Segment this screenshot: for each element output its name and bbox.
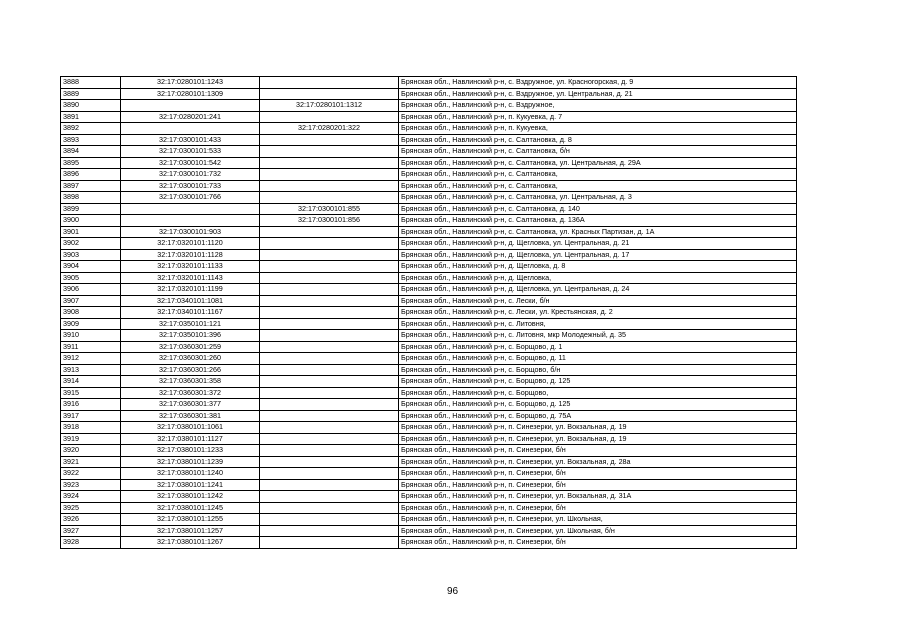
row-number-cell: 3888 [61,77,121,89]
row-number-cell: 3923 [61,479,121,491]
property-table-body [61,77,797,549]
row-number-cell: 3915 [61,387,121,399]
table-row [61,272,797,284]
address-cell: Брянская обл., Навлинский р-н, с. Борщово, д. 125 [399,399,797,411]
address-cell: Брянская обл., Навлинский р-н, с. Лески, б/н [399,295,797,307]
table-row [61,445,797,457]
cadastral-number-alt-cell [260,307,399,319]
table-row [61,399,797,411]
table-row [61,180,797,192]
cadastral-number-cell [121,100,260,112]
cadastral-number-cell: 32:17:0380101:1241 [121,479,260,491]
cadastral-number-alt-cell [260,284,399,296]
row-number-cell: 3925 [61,502,121,514]
row-number-cell: 3890 [61,100,121,112]
table-row [61,157,797,169]
address-cell: Брянская обл., Навлинский р-н, п. Синезерки, ул. Вокзальная, д. 28а [399,456,797,468]
cadastral-number-cell: 32:17:0300101:903 [121,226,260,238]
cadastral-number-alt-cell [260,399,399,411]
cadastral-number-alt-cell [260,341,399,353]
address-cell: Брянская обл., Навлинский р-н, п. Синезерки, б/н [399,479,797,491]
table-row [61,537,797,549]
cadastral-number-cell: 32:17:0340101:1167 [121,307,260,319]
row-number-cell: 3911 [61,341,121,353]
cadastral-number-alt-cell: 32:17:0280201:322 [260,123,399,135]
cadastral-number-alt-cell [260,537,399,549]
address-cell: Брянская обл., Навлинский р-н, п. Синезерки, б/н [399,502,797,514]
address-cell: Брянская обл., Навлинский р-н, с. Салтановка, б/н [399,146,797,158]
address-cell: Брянская обл., Навлинский р-н, с. Борщово, д. 11 [399,353,797,365]
address-cell: Брянская обл., Навлинский р-н, с. Салтановка, д. 140 [399,203,797,215]
cadastral-number-alt-cell [260,445,399,457]
table-row [61,249,797,261]
table-row [61,77,797,89]
cadastral-number-alt-cell [260,422,399,434]
row-number-cell: 3908 [61,307,121,319]
row-number-cell: 3906 [61,284,121,296]
cadastral-number-cell: 32:17:0300101:542 [121,157,260,169]
address-cell: Брянская обл., Навлинский р-н, д. Щегловка, ул. Центральная, д. 17 [399,249,797,261]
address-cell: Брянская обл., Навлинский р-н, с. Борщово, д. 1 [399,341,797,353]
address-cell: Брянская обл., Навлинский р-н, с. Салтановка, [399,169,797,181]
row-number-cell: 3919 [61,433,121,445]
address-cell: Брянская обл., Навлинский р-н, с. Салтановка, ул. Красных Партизан, д. 1А [399,226,797,238]
cadastral-number-cell: 32:17:0300101:732 [121,169,260,181]
row-number-cell: 3916 [61,399,121,411]
address-cell: Брянская обл., Навлинский р-н, с. Салтановка, ул. Центральная, д. 29А [399,157,797,169]
address-cell: Брянская обл., Навлинский р-н, д. Щегловка, ул. Центральная, д. 21 [399,238,797,250]
cadastral-number-alt-cell [260,318,399,330]
row-number-cell: 3912 [61,353,121,365]
cadastral-number-alt-cell [260,514,399,526]
address-cell: Брянская обл., Навлинский р-н, с. Вздружное, ул. Центральная, д. 21 [399,88,797,100]
row-number-cell: 3927 [61,525,121,537]
cadastral-number-cell: 32:17:0380101:1233 [121,445,260,457]
row-number-cell: 3926 [61,514,121,526]
cadastral-number-cell: 32:17:0360301:259 [121,341,260,353]
cadastral-number-cell: 32:17:0280101:1309 [121,88,260,100]
address-cell: Брянская обл., Навлинский р-н, с. Салтановка, д. 136А [399,215,797,227]
row-number-cell: 3896 [61,169,121,181]
cadastral-number-cell: 32:17:0360301:260 [121,353,260,365]
cadastral-number-alt-cell [260,249,399,261]
cadastral-number-cell: 32:17:0380101:1240 [121,468,260,480]
address-cell: Брянская обл., Навлинский р-н, с. Салтановка, ул. Центральная, д. 3 [399,192,797,204]
cadastral-number-cell: 32:17:0380101:1242 [121,491,260,503]
cadastral-number-cell: 32:17:0380101:1245 [121,502,260,514]
row-number-cell: 3891 [61,111,121,123]
row-number-cell: 3898 [61,192,121,204]
address-cell: Брянская обл., Навлинский р-н, д. Щегловка, ул. Центральная, д. 24 [399,284,797,296]
cadastral-number-alt-cell [260,146,399,158]
table-row [61,456,797,468]
cadastral-number-cell: 32:17:0380101:1255 [121,514,260,526]
cadastral-number-alt-cell [260,364,399,376]
table-row [61,387,797,399]
cadastral-number-alt-cell [260,111,399,123]
table-row [61,422,797,434]
row-number-cell: 3897 [61,180,121,192]
cadastral-number-alt-cell [260,77,399,89]
cadastral-number-alt-cell [260,180,399,192]
cadastral-number-alt-cell [260,491,399,503]
table-row [61,146,797,158]
address-cell: Брянская обл., Навлинский р-н, д. Щегловка, д. 8 [399,261,797,273]
table-row [61,353,797,365]
row-number-cell: 3900 [61,215,121,227]
cadastral-number-alt-cell: 32:17:0300101:856 [260,215,399,227]
address-cell: Брянская обл., Навлинский р-н, с. Салтановка, д. 8 [399,134,797,146]
row-number-cell: 3892 [61,123,121,135]
cadastral-number-cell: 32:17:0360301:372 [121,387,260,399]
cadastral-number-alt-cell [260,169,399,181]
address-cell: Брянская обл., Навлинский р-н, с. Литовня, мкр Молодежный, д. 35 [399,330,797,342]
table-row [61,192,797,204]
cadastral-number-cell [121,203,260,215]
table-row [61,215,797,227]
row-number-cell: 3914 [61,376,121,388]
property-table [60,76,797,549]
row-number-cell: 3899 [61,203,121,215]
cadastral-number-alt-cell [260,157,399,169]
cadastral-number-cell: 32:17:0350101:396 [121,330,260,342]
row-number-cell: 3895 [61,157,121,169]
cadastral-number-alt-cell [260,387,399,399]
cadastral-number-alt-cell [260,88,399,100]
cadastral-number-cell: 32:17:0320101:1128 [121,249,260,261]
table-row [61,376,797,388]
address-cell: Брянская обл., Навлинский р-н, с. Борщово, д. 75А [399,410,797,422]
address-cell: Брянская обл., Навлинский р-н, с. Лески, ул. Крестьянская, д. 2 [399,307,797,319]
address-cell: Брянская обл., Навлинский р-н, п. Синезерки, б/н [399,468,797,480]
row-number-cell: 3905 [61,272,121,284]
table-row [61,433,797,445]
cadastral-number-cell: 32:17:0340101:1081 [121,295,260,307]
row-number-cell: 3922 [61,468,121,480]
cadastral-number-cell: 32:17:0300101:533 [121,146,260,158]
cadastral-number-cell: 32:17:0280201:241 [121,111,260,123]
address-cell: Брянская обл., Навлинский р-н, с. Литовня, [399,318,797,330]
cadastral-number-cell: 32:17:0300101:433 [121,134,260,146]
row-number-cell: 3921 [61,456,121,468]
table-row [61,295,797,307]
address-cell: Брянская обл., Навлинский р-н, п. Синезерки, ул. Вокзальная, д. 31А [399,491,797,503]
cadastral-number-alt-cell [260,433,399,445]
table-row [61,479,797,491]
cadastral-number-cell: 32:17:0300101:766 [121,192,260,204]
table-row [61,123,797,135]
cadastral-number-cell: 32:17:0300101:733 [121,180,260,192]
address-cell: Брянская обл., Навлинский р-н, с. Борщово, б/н [399,364,797,376]
row-number-cell: 3907 [61,295,121,307]
table-row [61,491,797,503]
table-row [61,514,797,526]
cadastral-number-cell: 32:17:0380101:1257 [121,525,260,537]
address-cell: Брянская обл., Навлинский р-н, с. Салтановка, [399,180,797,192]
cadastral-number-cell: 32:17:0350101:121 [121,318,260,330]
cadastral-number-cell: 32:17:0320101:1143 [121,272,260,284]
table-row [61,468,797,480]
row-number-cell: 3889 [61,88,121,100]
cadastral-number-alt-cell [260,353,399,365]
cadastral-number-cell: 32:17:0280101:1243 [121,77,260,89]
table-row [61,502,797,514]
address-cell: Брянская обл., Навлинский р-н, с. Вздружное, [399,100,797,112]
cadastral-number-alt-cell [260,456,399,468]
cadastral-number-cell: 32:17:0320101:1133 [121,261,260,273]
cadastral-number-alt-cell: 32:17:0280101:1312 [260,100,399,112]
table-row [61,261,797,273]
table-row [61,284,797,296]
row-number-cell: 3903 [61,249,121,261]
address-cell: Брянская обл., Навлинский р-н, п. Синезерки, б/н [399,537,797,549]
cadastral-number-cell [121,123,260,135]
cadastral-number-cell: 32:17:0380101:1239 [121,456,260,468]
table-row [61,203,797,215]
row-number-cell: 3901 [61,226,121,238]
row-number-cell: 3918 [61,422,121,434]
cadastral-number-alt-cell [260,226,399,238]
cadastral-number-alt-cell [260,192,399,204]
table-row [61,100,797,112]
cadastral-number-alt-cell [260,468,399,480]
table-row [61,341,797,353]
address-cell: Брянская обл., Навлинский р-н, с. Борщово, д. 125 [399,376,797,388]
cadastral-number-cell: 32:17:0360301:381 [121,410,260,422]
row-number-cell: 3893 [61,134,121,146]
row-number-cell: 3920 [61,445,121,457]
address-cell: Брянская обл., Навлинский р-н, п. Кукуевка, д. 7 [399,111,797,123]
address-cell: Брянская обл., Навлинский р-н, д. Щегловка, [399,272,797,284]
table-row [61,111,797,123]
address-cell: Брянская обл., Навлинский р-н, п. Синезерки, б/н [399,445,797,457]
table-row [61,364,797,376]
table-row [61,318,797,330]
cadastral-number-cell: 32:17:0320101:1120 [121,238,260,250]
address-cell: Брянская обл., Навлинский р-н, п. Синезерки, ул. Школьная, [399,514,797,526]
row-number-cell: 3913 [61,364,121,376]
table-row [61,525,797,537]
cadastral-number-cell: 32:17:0380101:1267 [121,537,260,549]
table-row [61,238,797,250]
cadastral-number-alt-cell [260,261,399,273]
cadastral-number-cell: 32:17:0360301:377 [121,399,260,411]
cadastral-number-cell: 32:17:0380101:1127 [121,433,260,445]
address-cell: Брянская обл., Навлинский р-н, п. Кукуевка, [399,123,797,135]
row-number-cell: 3924 [61,491,121,503]
cadastral-number-alt-cell [260,295,399,307]
address-cell: Брянская обл., Навлинский р-н, п. Синезерки, ул. Школьная, б/н [399,525,797,537]
row-number-cell: 3910 [61,330,121,342]
cadastral-number-cell: 32:17:0380101:1061 [121,422,260,434]
row-number-cell: 3917 [61,410,121,422]
address-cell: Брянская обл., Навлинский р-н, с. Борщово, [399,387,797,399]
address-cell: Брянская обл., Навлинский р-н, с. Вздружное, ул. Красногорская, д. 9 [399,77,797,89]
table-row [61,169,797,181]
row-number-cell: 3902 [61,238,121,250]
page-number: 96 [446,586,459,597]
cadastral-number-cell [121,215,260,227]
address-cell: Брянская обл., Навлинский р-н, п. Синезерки, ул. Вокзальная, д. 19 [399,422,797,434]
cadastral-number-cell: 32:17:0360301:266 [121,364,260,376]
row-number-cell: 3928 [61,537,121,549]
cadastral-number-alt-cell [260,272,399,284]
cadastral-number-alt-cell [260,376,399,388]
cadastral-number-alt-cell [260,410,399,422]
table-row [61,410,797,422]
table-row [61,226,797,238]
row-number-cell: 3894 [61,146,121,158]
table-row [61,134,797,146]
cadastral-number-alt-cell [260,330,399,342]
cadastral-number-alt-cell [260,525,399,537]
cadastral-number-alt-cell [260,238,399,250]
table-row [61,330,797,342]
table-row [61,307,797,319]
row-number-cell: 3904 [61,261,121,273]
cadastral-number-alt-cell: 32:17:0300101:855 [260,203,399,215]
cadastral-number-cell: 32:17:0320101:1199 [121,284,260,296]
cadastral-number-alt-cell [260,479,399,491]
address-cell: Брянская обл., Навлинский р-н, п. Синезерки, ул. Вокзальная, д. 19 [399,433,797,445]
row-number-cell: 3909 [61,318,121,330]
cadastral-number-cell: 32:17:0360301:358 [121,376,260,388]
table-row [61,88,797,100]
cadastral-number-alt-cell [260,134,399,146]
cadastral-number-alt-cell [260,502,399,514]
